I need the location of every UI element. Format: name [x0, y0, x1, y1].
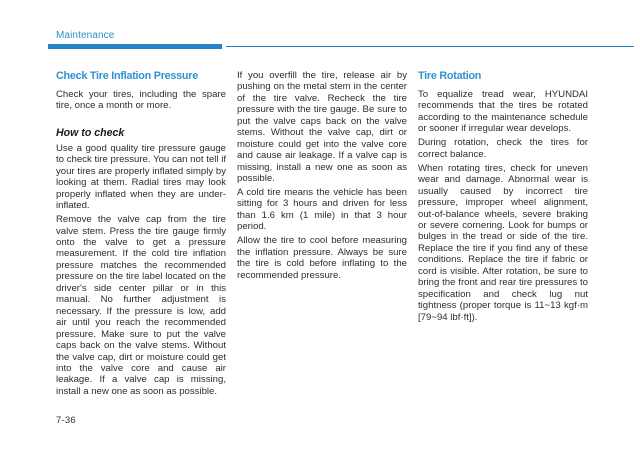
- paragraph-gauge-quality: Use a good quality tire pressure gauge to check tire pressure. You can not tell if your tires are properly inflated simply by looking at them. Radial tires may look properly inflated when they are under-inflated.: [56, 142, 226, 212]
- paragraph-equalize-tread-wear: To equalize tread wear, HYUNDAI recommends that the tires be rotated according to the maintenance schedule or sooner if irregular wear develops.: [418, 89, 588, 135]
- paragraph-cold-tire-definition: A cold tire means the vehicle has been sitting for 3 hours and driven for less than 1.6 km (1 mile) in that 3 hour period.: [237, 187, 407, 233]
- subsection-title-how-to-check: How to check: [56, 126, 125, 139]
- page-number: 7-36: [56, 415, 76, 426]
- paragraph-overfill-release-air: If you overfill the tire, release air by pushing on the metal stem in the center of the tire valve. Recheck the tire pressure with the tire gauge. Be sure to put the valve caps back on the valve stems. Without the valve cap, dirt or moisture could get into the valve core and cause air leakage. If a valve cap is missing, install a new one as soon as possible.: [237, 70, 407, 185]
- content-columns: [56, 70, 589, 400]
- header-rule-thick: [48, 44, 222, 49]
- section-header-label: Maintenance: [56, 30, 115, 41]
- paragraph-valve-cap-procedure: Remove the valve cap from the tire valve stem. Press the tire gauge firmly onto the valve to get a pressure measurement. If the cold tire inflation pressure matches the recommended pressure on the tire label located on the driver's side center pillar or in this manual. No further adjustment is necessary. If the pressure is low, add air until you reach the recommended pressure. Make sure to put the valve caps back on the valve stems. Without the valve cap, dirt or moisture could get into the valve core and cause air leakage. If a valve cap is missing, install a new one as soon as possible.: [56, 214, 226, 397]
- section-title-check-tire-inflation-pressure: Check Tire Inflation Pressure: [56, 70, 198, 82]
- paragraph-rotation-inspection: When rotating tires, check for uneven wear and damage. Abnormal wear is usually caused by incorrect tire pressure, improper wheel alignment, out-of-balance wheels, severe braking or severe cornering. Look for bumps or bulges in the tread or side of the tire. Replace the tire if you find any of these conditions. Replace the tire if fabric or cord is visible. After rotation, be sure to bring the front and rear tire pressures to specification and check lug nut tightness (proper torque is 11~13 kgf·m [79~94 lbf·ft]).: [418, 162, 588, 323]
- column-overfill-cold-tire: [237, 70, 407, 400]
- paragraph-allow-tire-cool: Allow the tire to cool before measuring the inflation pressure. Always be sure the tire is cold before inflating to the recommended pressure.: [237, 235, 407, 281]
- header-rule-thin: [226, 46, 634, 47]
- paragraph-check-tires-intro: Check your tires, including the spare tire, once a month or more.: [56, 89, 226, 112]
- paragraph-rotation-balance: During rotation, check the tires for correct balance.: [418, 137, 588, 160]
- column-check-tire-inflation-pressure: [56, 70, 226, 400]
- column-tire-rotation: [418, 70, 588, 400]
- section-title-tire-rotation: Tire Rotation: [418, 70, 482, 82]
